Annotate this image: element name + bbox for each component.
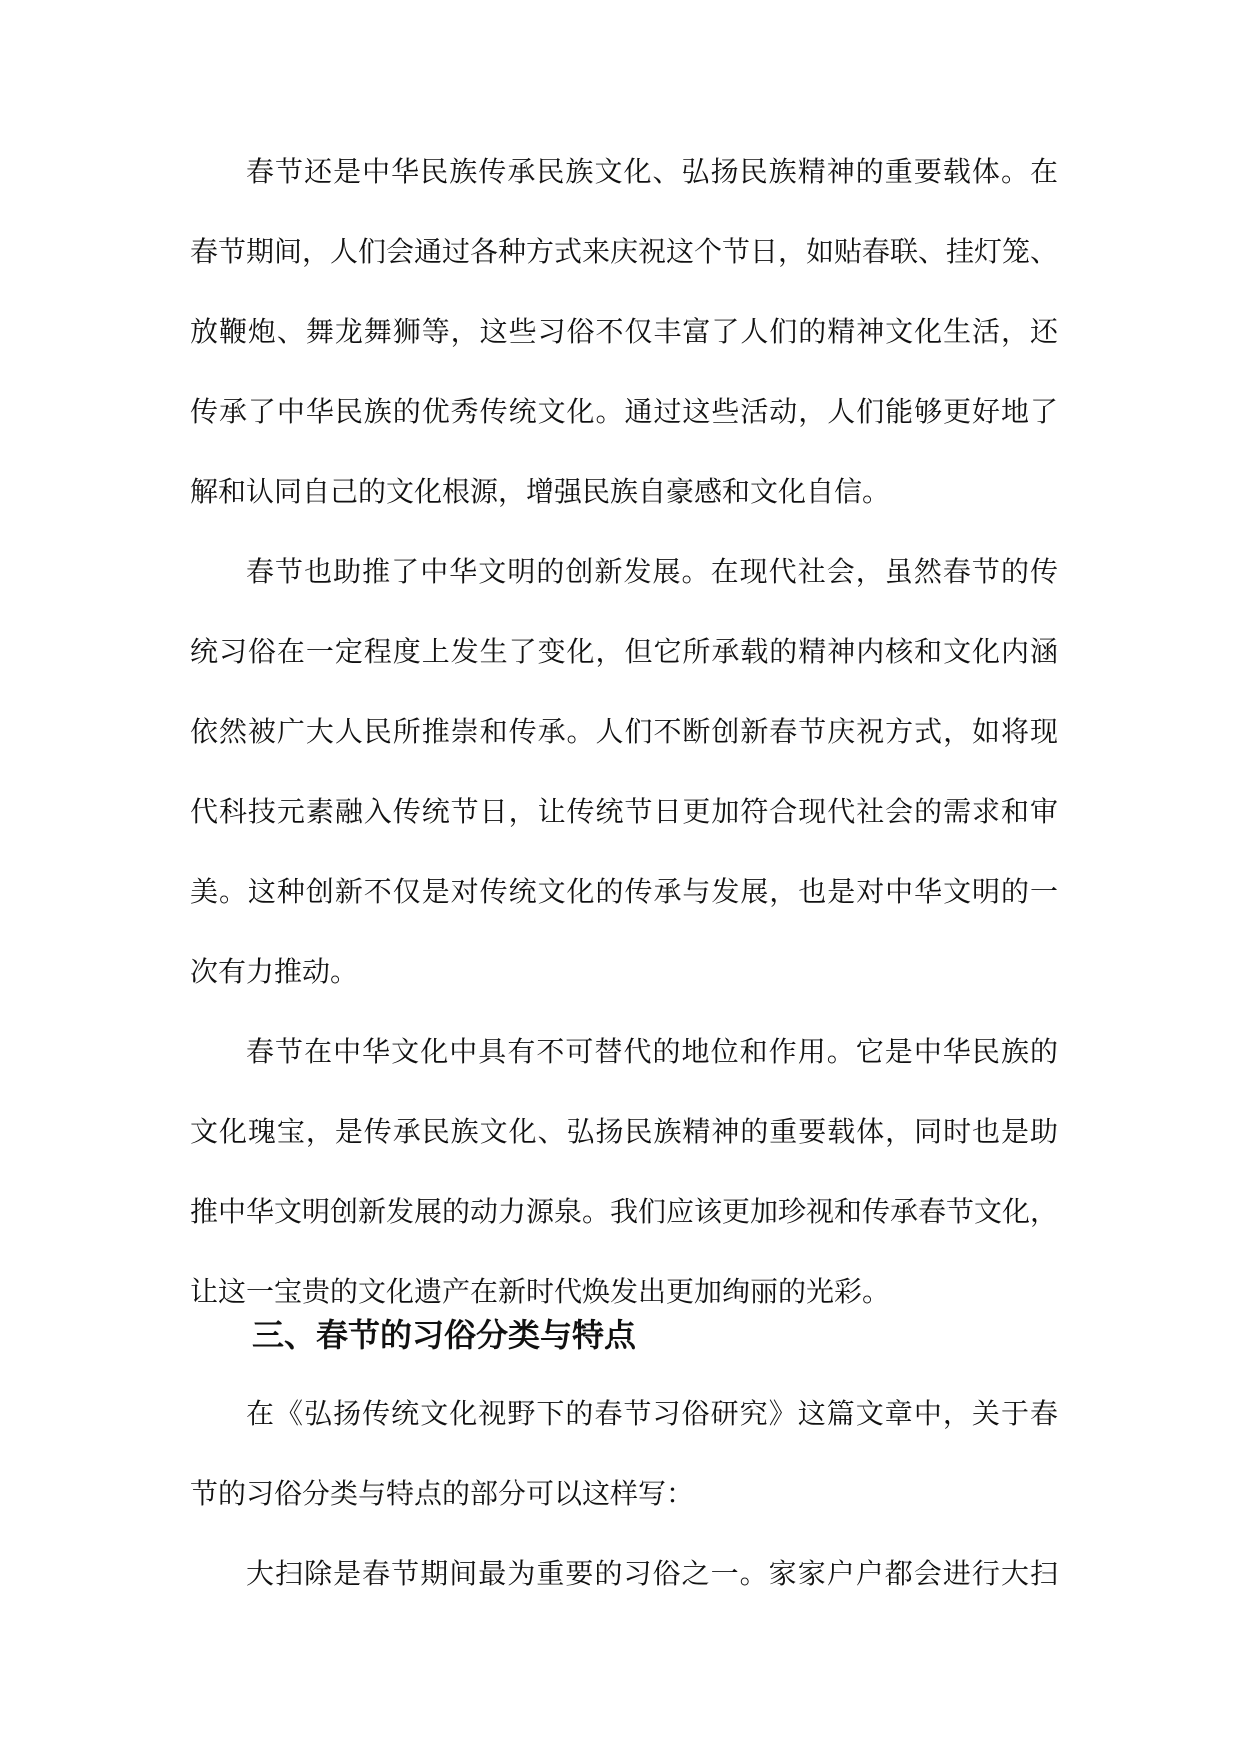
text-line: 在《弘扬传统文化视野下的春节习俗研究》这篇文章中，关于春 [246,1397,1058,1430]
text-line: 大扫除是春节期间最为重要的习俗之一。家家户户都会进行大扫 [246,1557,1058,1590]
paragraph [190,1384,1058,1544]
text-line: 放鞭炮、舞龙舞狮等，这些习俗不仅丰富了人们的精神文化生活，还 [190,315,1058,348]
paragraph [190,1022,1058,1342]
text-line: 代科技元素融入传统节日，让传统节日更加符合现代社会的需求和审 [190,795,1058,828]
text-line: 统习俗在一定程度上发生了变化，但它所承载的精神内核和文化内涵 [190,635,1058,668]
text-line: 依然被广大人民所推崇和传承。人们不断创新春节庆祝方式，如将现 [190,715,1058,748]
text-line: 春节在中华文化中具有不可替代的地位和作用。它是中华民族的 [246,1035,1058,1068]
text-line: 文化瑰宝，是传承民族文化、弘扬民族精神的重要载体，同时也是助 [190,1115,1058,1148]
body-text-bottom [190,1384,1058,1624]
paragraph [190,542,1058,1022]
text-line: 节的习俗分类与特点的部分可以这样写： [190,1477,695,1510]
section-heading: 三、春节的习俗分类与特点 [252,1316,637,1354]
text-line: 春节期间，人们会通过各种方式来庆祝这个节日，如贴春联、挂灯笼、 [190,235,1059,268]
paragraph [190,142,1058,542]
text-line: 美。这种创新不仅是对传统文化的传承与发展，也是对中华文明的一 [190,875,1058,908]
text-line: 次有力推动。 [190,955,359,988]
text-line: 春节还是中华民族传承民族文化、弘扬民族精神的重要载体。在 [246,155,1058,188]
paragraph [190,1544,1058,1624]
text-line: 推中华文明创新发展的动力源泉。我们应该更加珍视和传承春节文化， [190,1195,1059,1228]
text-line: 让这一宝贵的文化遗产在新时代焕发出更加绚丽的光彩。 [190,1275,891,1308]
body-text-top [190,142,1058,1342]
text-line: 解和认同自己的文化根源，增强民族自豪感和文化自信。 [190,475,891,508]
text-line: 春节也助推了中华文明的创新发展。在现代社会，虽然春节的传 [246,555,1058,588]
text-line: 传承了中华民族的优秀传统文化。通过这些活动，人们能够更好地了 [190,395,1058,428]
